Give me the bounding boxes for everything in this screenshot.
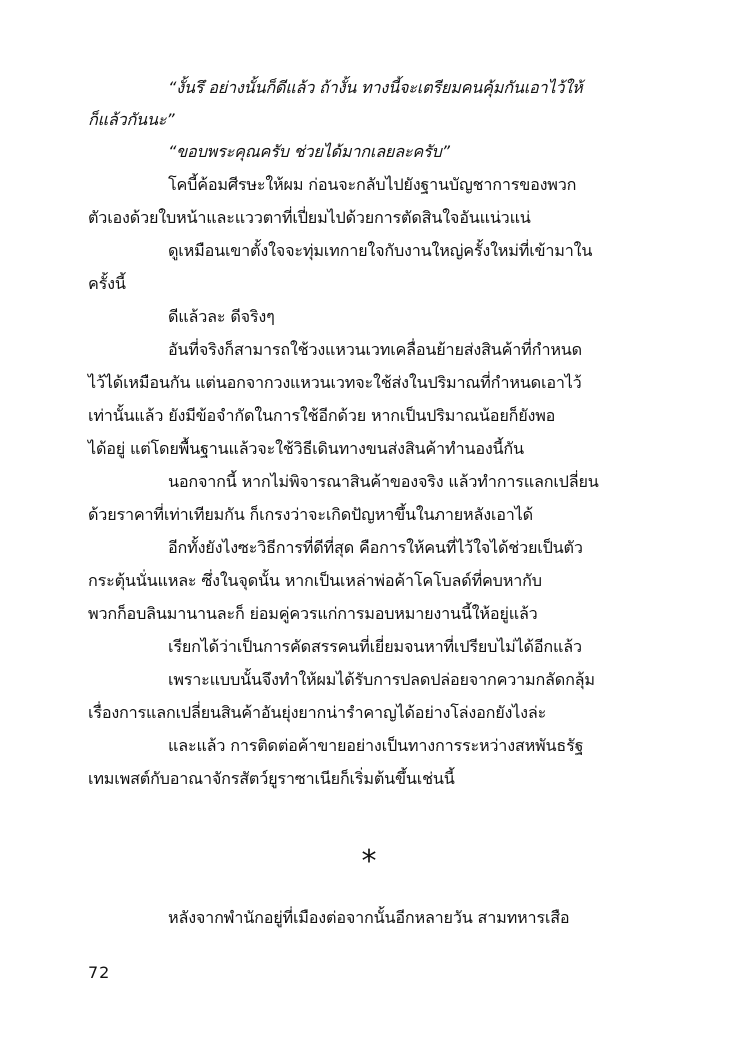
text-line: ก็แล้วกันนะ” bbox=[88, 110, 175, 129]
text-line: ตัวเองด้วยใบหน้าและแววตาที่เปี่ยมไปด้วยการตัดสินใจอันแน่วแน่ bbox=[88, 208, 531, 227]
text-line: เรื่องการแลกเปลี่ยนสินค้าอันยุ่งยากน่ารำคาญได้อย่างโล่งอกยังไงล่ะ bbox=[88, 703, 547, 722]
text-line: อีกทั้งยังไงซะวิธีการที่ดีที่สุด คือการให้คนที่ไว้ใจได้ช่วยเป็นตัว bbox=[168, 538, 583, 557]
section-break-asterisk: * bbox=[361, 844, 377, 879]
text-line: เท่านั้นแล้ว ยังมีข้อจำกัดในการใช้อีกด้วย หากเป็นปริมาณน้อยก็ยังพอ bbox=[88, 406, 556, 425]
text-line: ดูเหมือนเขาตั้งใจจะทุ่มเทกายใจกับงานใหญ่ครั้งใหม่ที่เข้ามาใน bbox=[168, 241, 593, 260]
page-number: 72 bbox=[88, 963, 111, 982]
text-line: เพราะแบบนั้นจึงทำให้ผมได้รับการปลดปล่อยจากความกลัดกลุ้ม bbox=[168, 670, 595, 689]
text-line: ได้อยู่ แต่โดยพื้นฐานแล้วจะใช้วิธีเดินทางขนส่งสินค้าทำนองนี้กัน bbox=[88, 439, 524, 458]
text-line: เทมเพสต์กับอาณาจักรสัตว์ยูราซาเนียก็เริ่มต้นขึ้นเช่นนี้ bbox=[88, 769, 455, 788]
text-line: หลังจากพำนักอยู่ที่เมืองต่อจากนั้นอีกหลายวัน สามทหารเสือ bbox=[168, 908, 570, 927]
text-line: นอกจากนี้ หากไม่พิจารณาสินค้าของจริง แล้วทำการแลกเปลี่ยน bbox=[168, 472, 599, 491]
text-line: โคบี้ค้อมศีรษะให้ผม ก่อนจะกลับไปยังฐานบัญชาการของพวก bbox=[168, 175, 577, 194]
text-line: อันที่จริงก็สามารถใช้วงแหวนเวทเคลื่อนย้ายส่งสินค้าที่กำหนด bbox=[168, 340, 582, 359]
text-line: และแล้ว การติดต่อค้าขายอย่างเป็นทางการระหว่างสหพันธรัฐ bbox=[168, 736, 584, 755]
text-line: “งั้นรึ อย่างนั้นก็ดีแล้ว ถ้างั้น ทางนี้จะเตรียมคนคุ้มกันเอาไว้ให้ bbox=[168, 78, 583, 97]
text-line: ครั้งนี้ bbox=[88, 274, 126, 293]
text-line: “ขอบพระคุณครับ ช่วยได้มากเลยละครับ” bbox=[168, 142, 450, 161]
text-line: พวกก็อบลินมานานละก็ ย่อมคู่ควรแก่การมอบหมายงานนี้ให้อยู่แล้ว bbox=[88, 604, 538, 623]
text-line: ด้วยราคาที่เท่าเทียมกัน ก็เกรงว่าจะเกิดปัญหาขึ้นในภายหลังเอาได้ bbox=[88, 505, 533, 524]
text-line: เรียกได้ว่าเป็นการคัดสรรคนที่เยี่ยมจนหาที่เปรียบไม่ได้อีกแล้ว bbox=[168, 637, 582, 656]
text-line: กระตุ้นนั่นแหละ ซึ่งในจุดนั้น หากเป็นเหล่าพ่อค้าโคโบลด์ที่คบหากับ bbox=[88, 571, 542, 590]
text-line: ไว้ได้เหมือนกัน แต่นอกจากวงแหวนเวทจะใช้ส่งในปริมาณที่กำหนดเอาไว้ bbox=[88, 373, 582, 392]
text-line: ดีแล้วละ ดีจริงๆ bbox=[168, 307, 275, 326]
